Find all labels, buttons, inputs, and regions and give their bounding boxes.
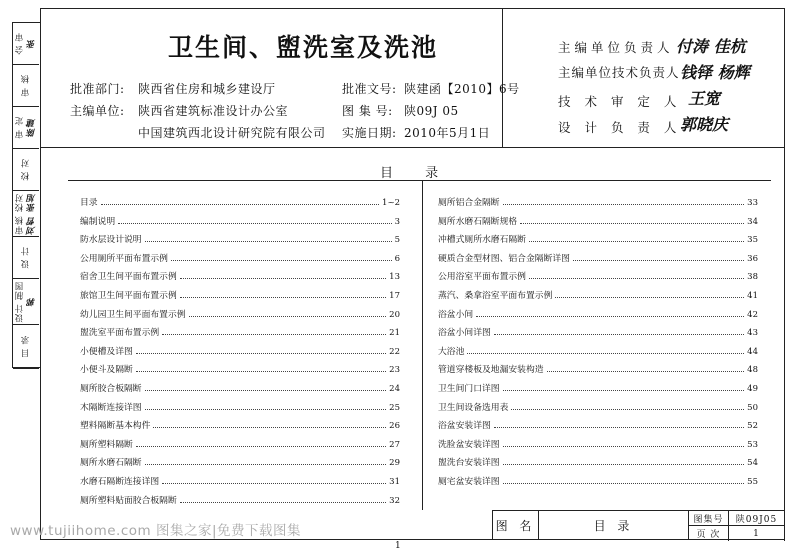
- toc-entry[interactable]: [438, 413, 758, 431]
- toc-entry[interactable]: [80, 376, 400, 394]
- toc-entry-title: 水磨石隔断连接详图: [80, 477, 160, 487]
- left-approval-strip: [12, 22, 40, 368]
- toc-entry-title: 管道穿楼板及地漏安装构造: [438, 365, 544, 376]
- strip-label: 会 审: [15, 32, 25, 55]
- toc-entry[interactable]: [438, 320, 758, 338]
- toc-entry[interactable]: [438, 227, 758, 245]
- toc-entry-title: 厕所铝合金隔断: [438, 198, 500, 208]
- approval-dept-label: 批准部门:: [70, 82, 125, 96]
- header-divider: [502, 8, 503, 148]
- toc-entry-page: 41: [747, 291, 758, 301]
- atlas-no-label: 图 集 号:: [342, 104, 393, 118]
- toc-entry-title: 卫生间门口详图: [438, 384, 500, 394]
- strip-cell: [13, 325, 39, 369]
- toc-entry-page: 38: [747, 272, 758, 283]
- strip-signature: 张: [27, 38, 37, 49]
- toc-entry[interactable]: [80, 450, 400, 468]
- toc-leader-dots: [145, 390, 387, 391]
- toc-entry-title: 防水层设计说明: [80, 235, 142, 246]
- toc-entry-title: 厕所塑料贴面胶合板隔断: [80, 495, 177, 506]
- toc-entry-page: 36: [747, 253, 758, 264]
- toc-leader-dots: [145, 409, 387, 410]
- toc-entry[interactable]: [80, 246, 400, 264]
- toc-entry-title: 小便斗及隔断: [80, 365, 133, 376]
- toc-entry-title: 塑料隔断基本构件: [80, 421, 151, 432]
- title-block-page: 1: [729, 526, 785, 541]
- toc-entry-page: 50: [747, 402, 758, 413]
- toc-leader-dots: [503, 204, 745, 205]
- strip-signature: 刘哲 张旭: [27, 192, 37, 235]
- toc-title: 目 录: [380, 166, 453, 181]
- strip-label: 设 计: [21, 246, 31, 269]
- effective-date: 2010年5月1日: [404, 126, 491, 140]
- toc-entry[interactable]: [80, 320, 400, 338]
- toc-entry-title: 盥洗台安装详图: [438, 458, 500, 469]
- toc-entry-page: 21: [389, 328, 400, 339]
- toc-entry[interactable]: [438, 395, 758, 413]
- toc-entry-page: 25: [389, 402, 400, 413]
- toc-entry-page: 27: [389, 439, 400, 450]
- toc-entry-page: 55: [747, 477, 758, 487]
- toc-leader-dots: [573, 260, 744, 261]
- toc-entry[interactable]: [438, 357, 758, 375]
- title-block-atlas: 陕09J05: [729, 511, 785, 526]
- toc-entry-title: 编制说明: [80, 216, 116, 227]
- toc-entry-title: 浴盆小间详图: [438, 328, 491, 339]
- toc-entry[interactable]: [438, 302, 758, 320]
- toc-entry-title: 厕所塑料隔断: [80, 439, 133, 450]
- toc-entry-page: 3: [394, 216, 400, 227]
- watermark-text: www.tujiihome.com 图集之家|免费下载图集: [10, 523, 302, 539]
- strip-label: 审 核: [21, 74, 31, 97]
- toc-rule: [68, 180, 771, 181]
- toc-entry-title: 幼儿园卫生间平面布置示例: [80, 309, 186, 320]
- strip-label: 审 定: [15, 116, 25, 139]
- role-signature: 付涛 佳杭: [676, 37, 746, 56]
- toc-leader-dots: [145, 241, 392, 242]
- toc-leader-dots: [494, 334, 744, 335]
- toc-leader-dots: [529, 278, 744, 279]
- toc-entry-page: 33: [747, 198, 758, 208]
- toc-leader-dots: [145, 464, 387, 465]
- toc-leader-dots: [180, 297, 386, 298]
- toc-leader-dots: [503, 483, 745, 484]
- toc-entry[interactable]: [80, 190, 400, 208]
- toc-entry[interactable]: [80, 488, 400, 506]
- toc-entry[interactable]: [80, 357, 400, 375]
- role-label: 设 计 负 责 人: [558, 120, 682, 135]
- role-signature: 郭晓庆: [680, 115, 729, 134]
- toc-entry[interactable]: [80, 395, 400, 413]
- toc-entry-page: 35: [747, 235, 758, 246]
- toc-leader-dots: [162, 334, 386, 335]
- toc-entry-page: 43: [747, 328, 758, 339]
- toc-entry[interactable]: [438, 339, 758, 357]
- toc-entry-title: 硬质合金型材图、铝合金隔断详图: [438, 253, 570, 264]
- toc-leader-dots: [118, 223, 391, 224]
- role-signature: 钱铎 杨辉: [680, 63, 750, 82]
- toc-leader-dots: [529, 241, 744, 242]
- toc-entry-page: 23: [389, 365, 400, 376]
- toc-leader-dots: [180, 502, 386, 503]
- toc-entry[interactable]: [80, 209, 400, 227]
- toc-entry-title: 厕所胶合板隔断: [80, 384, 142, 394]
- toc-entry-page: 48: [747, 365, 758, 376]
- title-block-atlas-label: 图集号: [689, 511, 729, 526]
- strip-cell: [13, 191, 39, 237]
- toc-entry-title: 厕所水磨石隔断: [80, 458, 142, 469]
- editor-unit: 陕西省建筑标准设计办公室: [138, 104, 289, 118]
- toc-entry-page: 22: [389, 346, 400, 357]
- toc-entry-title: 厕所水磨石隔断规格: [438, 216, 518, 227]
- toc-entry-page: 5: [394, 235, 400, 246]
- toc-entry-page: 44: [747, 346, 758, 357]
- toc-entry[interactable]: [438, 264, 758, 282]
- toc-leader-dots: [101, 204, 379, 205]
- toc-entry-page: 20: [389, 309, 400, 320]
- editor-unit-2: 中国建筑西北设计研究院有限公司: [138, 126, 326, 140]
- atlas-no: 陕09J 05: [404, 104, 459, 118]
- strip-cell: [13, 279, 39, 325]
- editor-label: 主编单位:: [70, 104, 125, 118]
- toc-leader-dots: [136, 353, 386, 354]
- toc-entry-title: 浴盆安装详图: [438, 421, 491, 432]
- strip-signature: 郭: [27, 296, 37, 307]
- toc-entry-page: 32: [389, 495, 400, 506]
- approval-dept: 陕西省住房和城乡建设厅: [138, 82, 276, 96]
- toc-leader-dots: [136, 371, 386, 372]
- toc-entry-title: 旅馆卫生间平面布置示例: [80, 291, 177, 301]
- toc-leader-dots: [555, 297, 744, 298]
- toc-entry-page: 26: [389, 421, 400, 432]
- toc-entry-page: 24: [389, 384, 400, 394]
- toc-entry-page: 34: [747, 216, 758, 227]
- toc-entry[interactable]: [80, 432, 400, 450]
- toc-entry-page: 42: [747, 309, 758, 320]
- toc-entry-page: 31: [389, 477, 400, 487]
- date-label: 实施日期:: [342, 126, 397, 140]
- toc-entry-page: 1~2: [382, 198, 400, 208]
- toc-leader-dots: [520, 223, 744, 224]
- approval-no: 陕建函【2010】6号: [404, 82, 520, 96]
- toc-entry-title: 宿舍卫生间平面布置示例: [80, 272, 177, 283]
- toc-leader-dots: [180, 278, 386, 279]
- toc-entry[interactable]: [438, 246, 758, 264]
- strip-cell: [13, 107, 39, 149]
- toc-entry[interactable]: [438, 209, 758, 227]
- toc-entry-title: 卫生间设备选用表: [438, 402, 509, 413]
- toc-entry[interactable]: [80, 413, 400, 431]
- strip-cell: [13, 65, 39, 107]
- toc-entry-page: 29: [389, 458, 400, 469]
- title-block-page-label: 页 次: [689, 526, 729, 541]
- toc-entry[interactable]: [80, 302, 400, 320]
- toc-entry-page: 6: [394, 253, 400, 264]
- role-label: 主编单位负责人: [558, 40, 674, 55]
- toc-entry-title: 木隔断连接详图: [80, 402, 142, 413]
- strip-cell: [13, 23, 39, 65]
- toc-entry-title: 冲槽式厕所水磨石隔断: [438, 235, 526, 246]
- title-block-name: 目 录: [539, 511, 689, 540]
- toc-entry-page: 17: [389, 291, 400, 301]
- toc-entry-title: 小便槽及详图: [80, 346, 133, 357]
- toc-leader-dots: [467, 353, 744, 354]
- toc-entry[interactable]: [80, 339, 400, 357]
- toc-leader-dots: [136, 446, 386, 447]
- page-number-mark: 1: [395, 541, 401, 551]
- title-block: [492, 510, 785, 540]
- toc-entry[interactable]: [438, 283, 758, 301]
- page-title: 卫生间、盥洗室及洗池: [168, 33, 439, 62]
- strip-cell: [13, 237, 39, 279]
- toc-entry-title: 大浴池: [438, 346, 465, 357]
- toc-leader-dots: [503, 446, 745, 447]
- toc-entry[interactable]: [438, 450, 758, 468]
- role-label: 主编单位技术负责人: [558, 65, 680, 80]
- strip-label: 设计 制图: [15, 280, 25, 323]
- toc-leader-dots: [503, 464, 745, 465]
- strip-label: 审核 校对: [15, 192, 25, 235]
- role-signature: 王宽: [688, 89, 721, 108]
- toc-entry-title: 浴盆小间: [438, 309, 474, 320]
- toc-entry[interactable]: [438, 469, 758, 487]
- strip-label: 目 录: [21, 335, 31, 358]
- toc-entry-title: 公用浴室平面布置示例: [438, 272, 526, 283]
- toc-entry-title: 洗脸盆安装详图: [438, 439, 500, 450]
- toc-entry-title: 公用厕所平面布置示例: [80, 253, 168, 264]
- toc-entry[interactable]: [80, 469, 400, 487]
- toc-entry-title: 厕宅盆安装详图: [438, 477, 500, 487]
- toc-entry-page: 49: [747, 384, 758, 394]
- toc-leader-dots: [494, 427, 744, 428]
- strip-cell: [13, 149, 39, 191]
- toc-entry-page: 54: [747, 458, 758, 469]
- toc-leader-dots: [511, 409, 744, 410]
- toc-leader-dots: [503, 390, 745, 391]
- toc-leader-dots: [162, 483, 386, 484]
- toc-column-divider: [422, 180, 423, 510]
- toc-entry-title: 蒸汽、桑拿浴室平面布置示例: [438, 291, 553, 301]
- approval-no-label: 批准文号:: [342, 82, 397, 96]
- toc-leader-dots: [189, 316, 387, 317]
- toc-entry-page: 52: [747, 421, 758, 432]
- title-block-name-label: 图 名: [493, 511, 539, 540]
- toc-entry[interactable]: [80, 227, 400, 245]
- toc-leader-dots: [171, 260, 392, 261]
- toc-entry[interactable]: [438, 376, 758, 394]
- toc-entry-page: 53: [747, 439, 758, 450]
- toc-leader-dots: [547, 371, 745, 372]
- toc-entry-title: 目录: [80, 198, 98, 208]
- toc-entry-title: 盥洗室平面布置示例: [80, 328, 160, 339]
- toc-leader-dots: [476, 316, 744, 317]
- strip-label: 校 对: [21, 158, 31, 181]
- toc-entry[interactable]: [80, 283, 400, 301]
- toc-entry[interactable]: [438, 190, 758, 208]
- toc-entry[interactable]: [438, 432, 758, 450]
- toc-entry-page: 13: [389, 272, 400, 283]
- strip-signature: 陈建: [27, 118, 37, 137]
- toc-leader-dots: [153, 427, 386, 428]
- toc-entry[interactable]: [80, 264, 400, 282]
- role-label: 技 术 审 定 人: [558, 94, 682, 109]
